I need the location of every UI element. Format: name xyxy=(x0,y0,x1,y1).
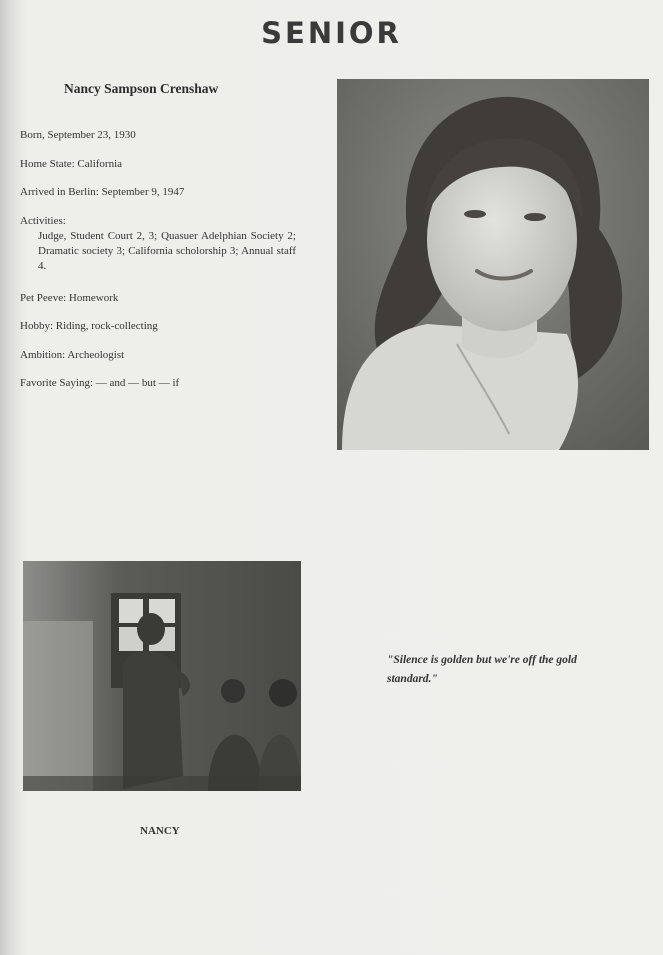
arrival-date: Arrived in Berlin: September 9, 1947 xyxy=(20,186,185,198)
pet-peeve: Pet Peeve: Homework xyxy=(20,292,119,304)
page-heading: SENIOR xyxy=(261,16,402,50)
student-name: Nancy Sampson Crenshaw xyxy=(64,81,219,96)
activities-list: Judge, Student Court 2, 3; Quasuer Adelphian Society 2; Dramatic society 3; California scholorship 3; Annual staff 4. xyxy=(38,230,296,272)
hobby: Hobby: Riding, rock-collecting xyxy=(20,320,158,332)
favorite-saying: Favorite Saying: — and — but — if xyxy=(20,377,180,389)
birth-date: Born, September 23, 1930 xyxy=(20,129,136,141)
snapshot-photo xyxy=(23,561,301,791)
senior-quote: "Silence is golden but we're off the gold standard." xyxy=(387,654,577,685)
activities-label: Activities: xyxy=(20,215,66,227)
home-state: Home State: California xyxy=(20,158,123,170)
ambition: Ambition: Archeologist xyxy=(20,349,125,361)
snapshot-caption: NANCY xyxy=(140,825,180,837)
portrait-photo xyxy=(337,79,649,450)
